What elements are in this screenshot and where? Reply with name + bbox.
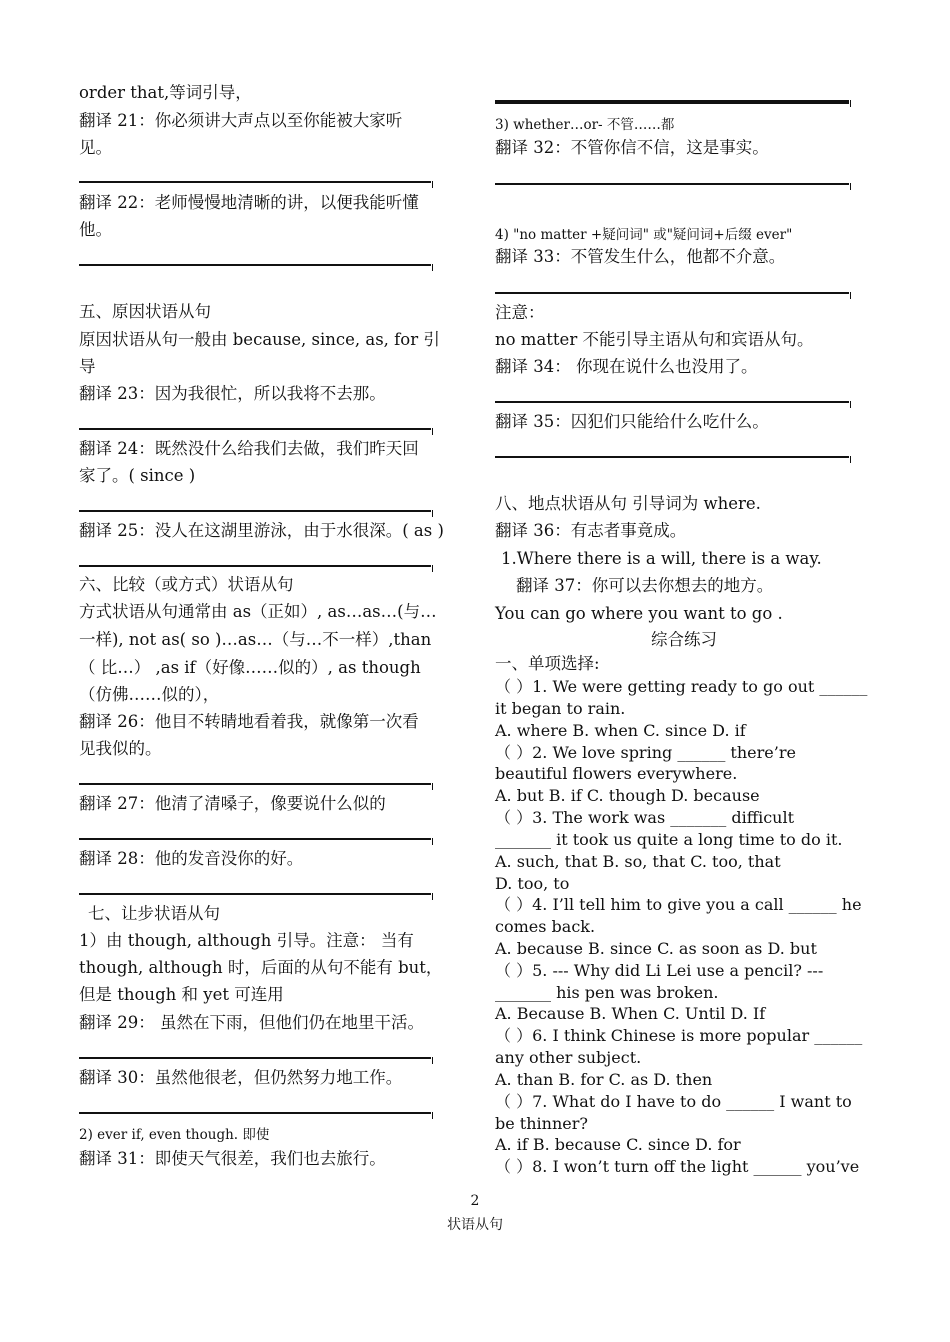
- text-line: be thinner?: [495, 1114, 588, 1133]
- text-line: 1）由 though, although 引导。注意： 当有: [79, 931, 414, 950]
- multiple-choice-title: 一、单项选择:: [495, 654, 600, 673]
- section-5-title: 五、原因状语从句: [79, 302, 211, 321]
- text-line: it began to rain.: [495, 699, 626, 718]
- answer-line: [495, 100, 849, 104]
- answer-36: 1.Where there is a will, there is a way.: [501, 549, 822, 568]
- translation-31: 翻译 31：即使天气很差，我们也去旅行。: [79, 1149, 386, 1168]
- text-line: 家了。( since ): [79, 466, 196, 485]
- answer-line: [79, 181, 431, 183]
- answer-line: [79, 264, 431, 266]
- translation-27: 翻译 27：他清了清嗓子，像要说什么似的: [79, 794, 386, 813]
- text-line: no matter 不能引导主语从句和宾语从句。: [495, 330, 814, 349]
- text-line: 方式状语从句通常由 as（正如）, as…as…(与…: [79, 602, 437, 621]
- practice-title: 综合练习: [651, 630, 717, 649]
- answer-line: [79, 1057, 431, 1059]
- note-title: 注意：: [495, 303, 545, 322]
- text-line: 见。: [79, 138, 112, 157]
- answer-line: [495, 183, 849, 185]
- answer-line: [79, 1112, 431, 1114]
- text-line: 2) ever if, even though. 即使: [79, 1127, 270, 1143]
- text-line: order that,等词引导，: [79, 83, 252, 102]
- answer-line: [495, 401, 849, 403]
- translation-25: 翻译 25：没人在这湖里游泳，由于水很深。( as ): [79, 521, 444, 540]
- text-line: beautiful flowers everywhere.: [495, 764, 738, 783]
- answer-37: You can go where you want to go .: [495, 604, 783, 623]
- question-7-options: A. if B. because C. since D. for: [495, 1135, 741, 1154]
- text-line: comes back.: [495, 917, 596, 936]
- translation-37: 翻译 37：你可以去你想去的地方。: [516, 576, 774, 595]
- question-2-options: A. but B. if C. though D. because: [495, 786, 760, 805]
- text-line: any other subject.: [495, 1048, 642, 1067]
- translation-21: 翻译 21：你必须讲大声点以至你能被大家听: [79, 111, 403, 130]
- text-line: 一样), not as( so )…as…（与…不一样）,than: [79, 630, 432, 649]
- translation-34: 翻译 34： 你现在说什么也没用了。: [495, 357, 758, 376]
- answer-line: [495, 292, 849, 294]
- translation-30: 翻译 30：虽然他很老，但仍然努力地工作。: [79, 1068, 403, 1087]
- translation-23: 翻译 23：因为我很忙，所以我将不去那。: [79, 384, 386, 403]
- text-line: 3) whether…or- 不管……都: [495, 117, 675, 133]
- section-6-title: 六、比较（或方式）状语从句: [79, 575, 294, 594]
- text-line: 原因状语从句一般由 because, since, as, for 引: [79, 330, 440, 349]
- translation-24: 翻译 24：既然没什么给我们去做，我们昨天回: [79, 439, 419, 458]
- answer-line: [79, 428, 431, 430]
- question-1-options: A. where B. when C. since D. if: [495, 721, 746, 740]
- text-line: _______ his pen was broken.: [495, 983, 719, 1002]
- question-4: （ ）4. I’ll tell him to give you a call ______ he: [495, 895, 862, 914]
- text-line: 他。: [79, 220, 112, 239]
- translation-22: 翻译 22：老师慢慢地清晰的讲，以便我能听懂: [79, 193, 419, 212]
- text-line: （ 比…） ,as if（好像……似的）, as though: [79, 658, 421, 677]
- translation-29: 翻译 29： 虽然在下雨，但他们仍在地里干活。: [79, 1013, 424, 1032]
- answer-line: [79, 838, 431, 840]
- answer-line: [495, 456, 849, 458]
- translation-33: 翻译 33：不管发生什么，他都不介意。: [495, 247, 786, 266]
- question-6-options: A. than B. for C. as D. then: [495, 1070, 713, 1089]
- text-line: 4) "no matter +疑问词" 或"疑问词+后缀 ever": [495, 227, 793, 243]
- text-line: （仿佛……似的），: [79, 685, 220, 704]
- question-4-options: A. because B. since C. as soon as D. but: [495, 939, 817, 958]
- question-7: （ ）7. What do I have to do ______ I want to: [495, 1092, 852, 1111]
- translation-32: 翻译 32：不管你信不信，这是事实。: [495, 138, 769, 157]
- translation-26: 翻译 26：他目不转睛地看着我，就像第一次看: [79, 712, 419, 731]
- question-6: （ ）6. I think Chinese is more popular ______: [495, 1026, 863, 1045]
- question-3-options: A. such, that B. so, that C. too, that: [495, 852, 781, 871]
- question-3: （ ）3. The work was _______ difficult: [495, 808, 795, 827]
- answer-line: [79, 893, 431, 895]
- translation-35: 翻译 35：囚犯们只能给什么吃什么。: [495, 412, 769, 431]
- question-2: （ ）2. We love spring ______ there’re: [495, 743, 796, 762]
- section-7-title: 七、让步状语从句: [88, 904, 220, 923]
- answer-line: [79, 510, 431, 512]
- running-title: 状语从句: [447, 1217, 503, 1233]
- text-line: 见我似的。: [79, 739, 162, 758]
- section-8-title: 八、地点状语从句 引导词为 where.: [495, 494, 761, 513]
- translation-36: 翻译 36：有志者事竟成。: [495, 521, 687, 540]
- question-5: （ ）5. --- Why did Li Lei use a pencil? ---: [495, 961, 824, 980]
- question-1: （ ）1. We were getting ready to go out ______: [495, 677, 868, 696]
- question-5-options: A. Because B. When C. Until D. If: [495, 1004, 766, 1023]
- text-line: 导: [79, 357, 96, 376]
- text-line: D. too, to: [495, 874, 570, 893]
- page-number: 2: [470, 1193, 480, 1209]
- answer-line: [79, 565, 431, 567]
- text-line: _______ it took us quite a long time to do it.: [495, 830, 843, 849]
- question-8: （ ）8. I won’t turn off the light ______ you’ve: [495, 1157, 860, 1176]
- text-line: 但是 though 和 yet 可连用: [79, 985, 284, 1004]
- translation-28: 翻译 28：他的发音没你的好。: [79, 849, 304, 868]
- text-line: though, although 时，后面的从句不能有 but，: [79, 958, 443, 977]
- answer-line: [79, 783, 431, 785]
